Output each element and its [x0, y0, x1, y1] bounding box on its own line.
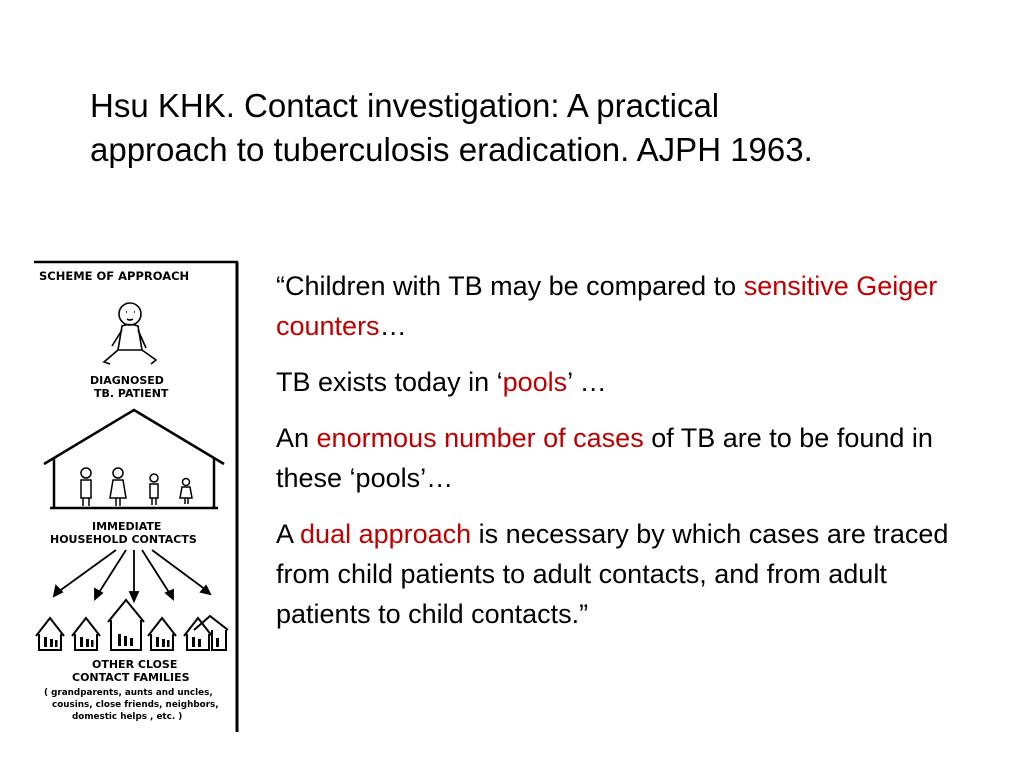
patient-label-1: DIAGNOSED [90, 374, 164, 387]
families-detail-2: cousins, close friends, neighbors, [52, 700, 219, 710]
quote-paragraph-1 [276, 266, 976, 346]
household-house-icon [44, 410, 224, 508]
patient-label-2: TB. PATIENT [94, 387, 169, 400]
contact-arrows [54, 550, 210, 601]
quote-p1-text-b: … [379, 311, 407, 341]
quote-paragraph-4 [276, 514, 976, 634]
families-detail-1: ( grandparents, aunts and uncles, [44, 688, 213, 698]
families-detail-3: domestic helps , etc. ) [72, 712, 183, 722]
quote-p3-text-a: An [276, 423, 317, 453]
quote-p2-text-b: ’ … [567, 367, 607, 397]
quote-p1-text-a: “Children with TB may be compared to [276, 271, 744, 301]
contact-family-people-icons [44, 634, 219, 647]
quote-p4-text-a: A [276, 519, 301, 549]
quote-paragraph-2 [276, 362, 976, 402]
scheme-of-approach-figure [30, 258, 242, 734]
citation-line-1: Hsu KHK. Contact investigation: A practical [90, 87, 720, 124]
quote-p2-highlight: pools [502, 367, 568, 397]
household-label-1: IMMEDIATE [92, 520, 162, 533]
child-patient-icon [104, 303, 156, 364]
figure-header: SCHEME OF APPROACH [39, 269, 190, 283]
citation-title [90, 84, 970, 172]
quote-p3-highlight: enormous number of cases [316, 423, 644, 453]
quote-p3-text-b: of TB are to be found in these ‘pools’… [276, 423, 933, 493]
household-people-icons [81, 468, 192, 506]
quote-block [276, 266, 976, 650]
household-label-2: HOUSEHOLD CONTACTS [50, 533, 197, 546]
quote-p2-text-a: TB exists today in ‘ [276, 367, 503, 397]
families-label-2: CONTACT FAMILIES [72, 671, 190, 684]
quote-paragraph-3 [276, 418, 976, 498]
families-label-1: OTHER CLOSE [92, 658, 178, 671]
quote-p4-highlight: dual approach [300, 519, 472, 549]
citation-line-2: approach to tuberculosis eradication. AJPH 1963. [90, 131, 813, 168]
quote-p1-highlight: sensitive Geiger counters [276, 271, 938, 341]
quote-p4-text-b: is necessary by which cases are traced from child patients to adult contacts, and from adult patients to child contacts.” [276, 519, 949, 629]
